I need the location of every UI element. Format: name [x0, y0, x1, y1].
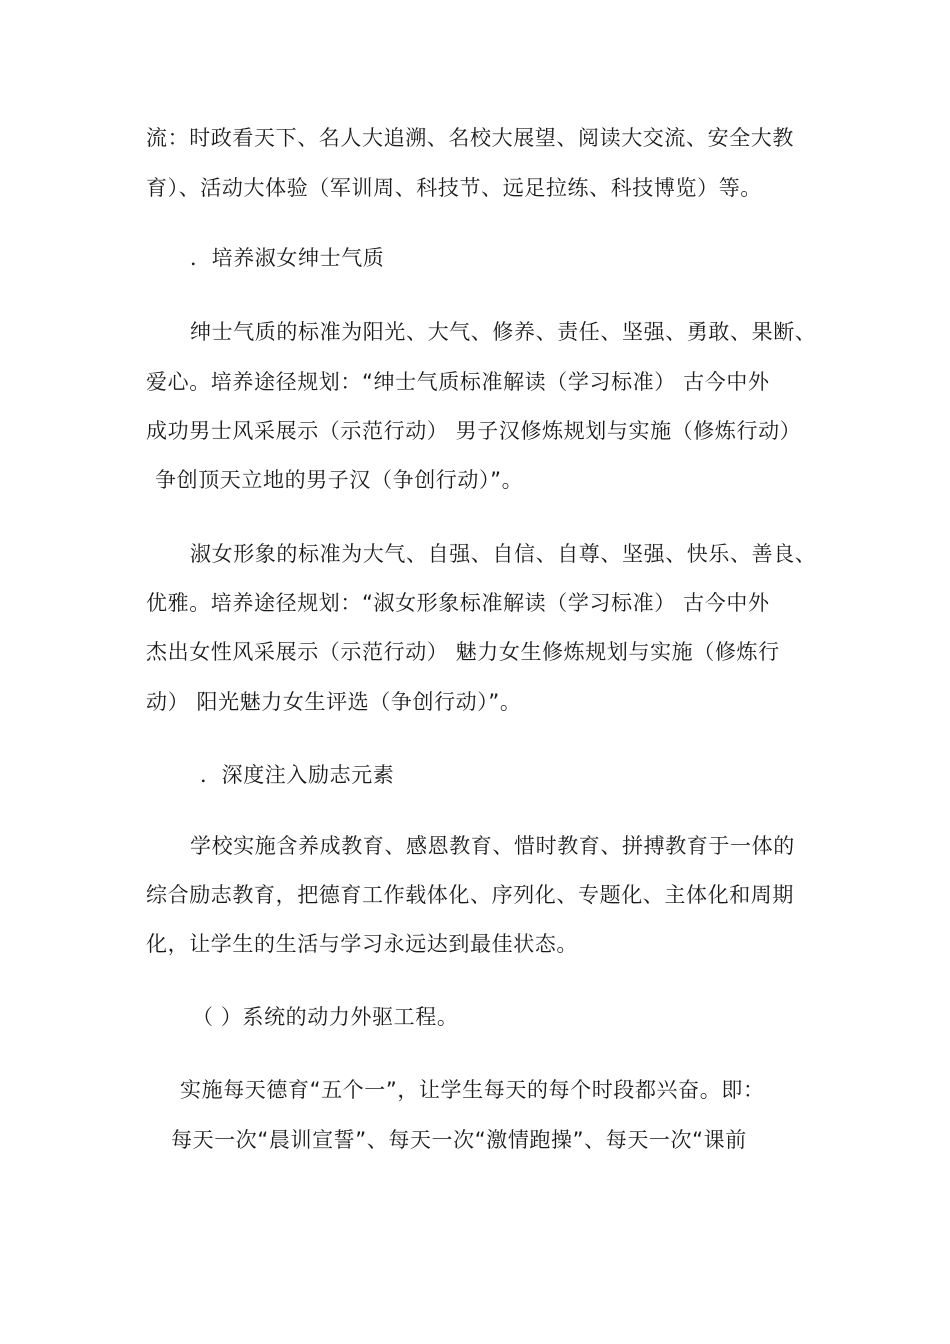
text-line: 育）、活动大体验（军训周、科技节、远足拉练、科技博览）等。: [146, 176, 762, 200]
text-line: 化，让学生的生活与学习永远达到最佳状态。: [146, 932, 578, 956]
text-line: 争创顶天立地的男子汉（争创行动）”。: [155, 468, 524, 492]
text-line: 实施每天德育“五个一”，让学生每天的每个时段都兴奋。即：: [180, 1078, 765, 1102]
text-line: 动） 阳光魅力女生评选（争创行动）”。: [146, 690, 522, 714]
text-line: 综合励志教育，把德育工作载体化、序列化、专题化、主体化和周期: [146, 883, 794, 907]
section-heading: （ ）系统的动力外驱工程。: [192, 1005, 459, 1029]
text-line: 学校实施含养成教育、感恩教育、惜时教育、拼搏教育于一体的: [190, 834, 795, 858]
text-line: 成功男士风采展示（示范行动） 男子汉修炼规划与实施（修炼行动）: [146, 419, 802, 443]
section-heading: ．培养淑女绅士气质: [190, 246, 385, 270]
text-line: 杰出女性风采展示（示范行动） 魅力女生修炼规划与实施（修炼行: [146, 640, 780, 664]
text-line: 爱心。培养途径规划：“绅士气质标准解读（学习标准） 古今中外: [146, 370, 770, 394]
text-line: 淑女形象的标准为大气、自强、自信、自尊、坚强、快乐、善良、: [190, 542, 817, 566]
text-line: 每天一次“晨训宣誓”、每天一次“激情跑操”、每天一次“课前: [171, 1128, 747, 1152]
text-line: 流：时政看天下、名人大追溯、名校大展望、阅读大交流、安全大教: [146, 126, 794, 150]
text-line: 优雅。培养途径规划：“淑女形象标准解读（学习标准） 古今中外: [146, 591, 770, 615]
text-line: 绅士气质的标准为阳光、大气、修养、责任、坚强、勇敢、果断、: [190, 320, 817, 344]
section-heading: ．深度注入励志元素: [200, 763, 395, 787]
